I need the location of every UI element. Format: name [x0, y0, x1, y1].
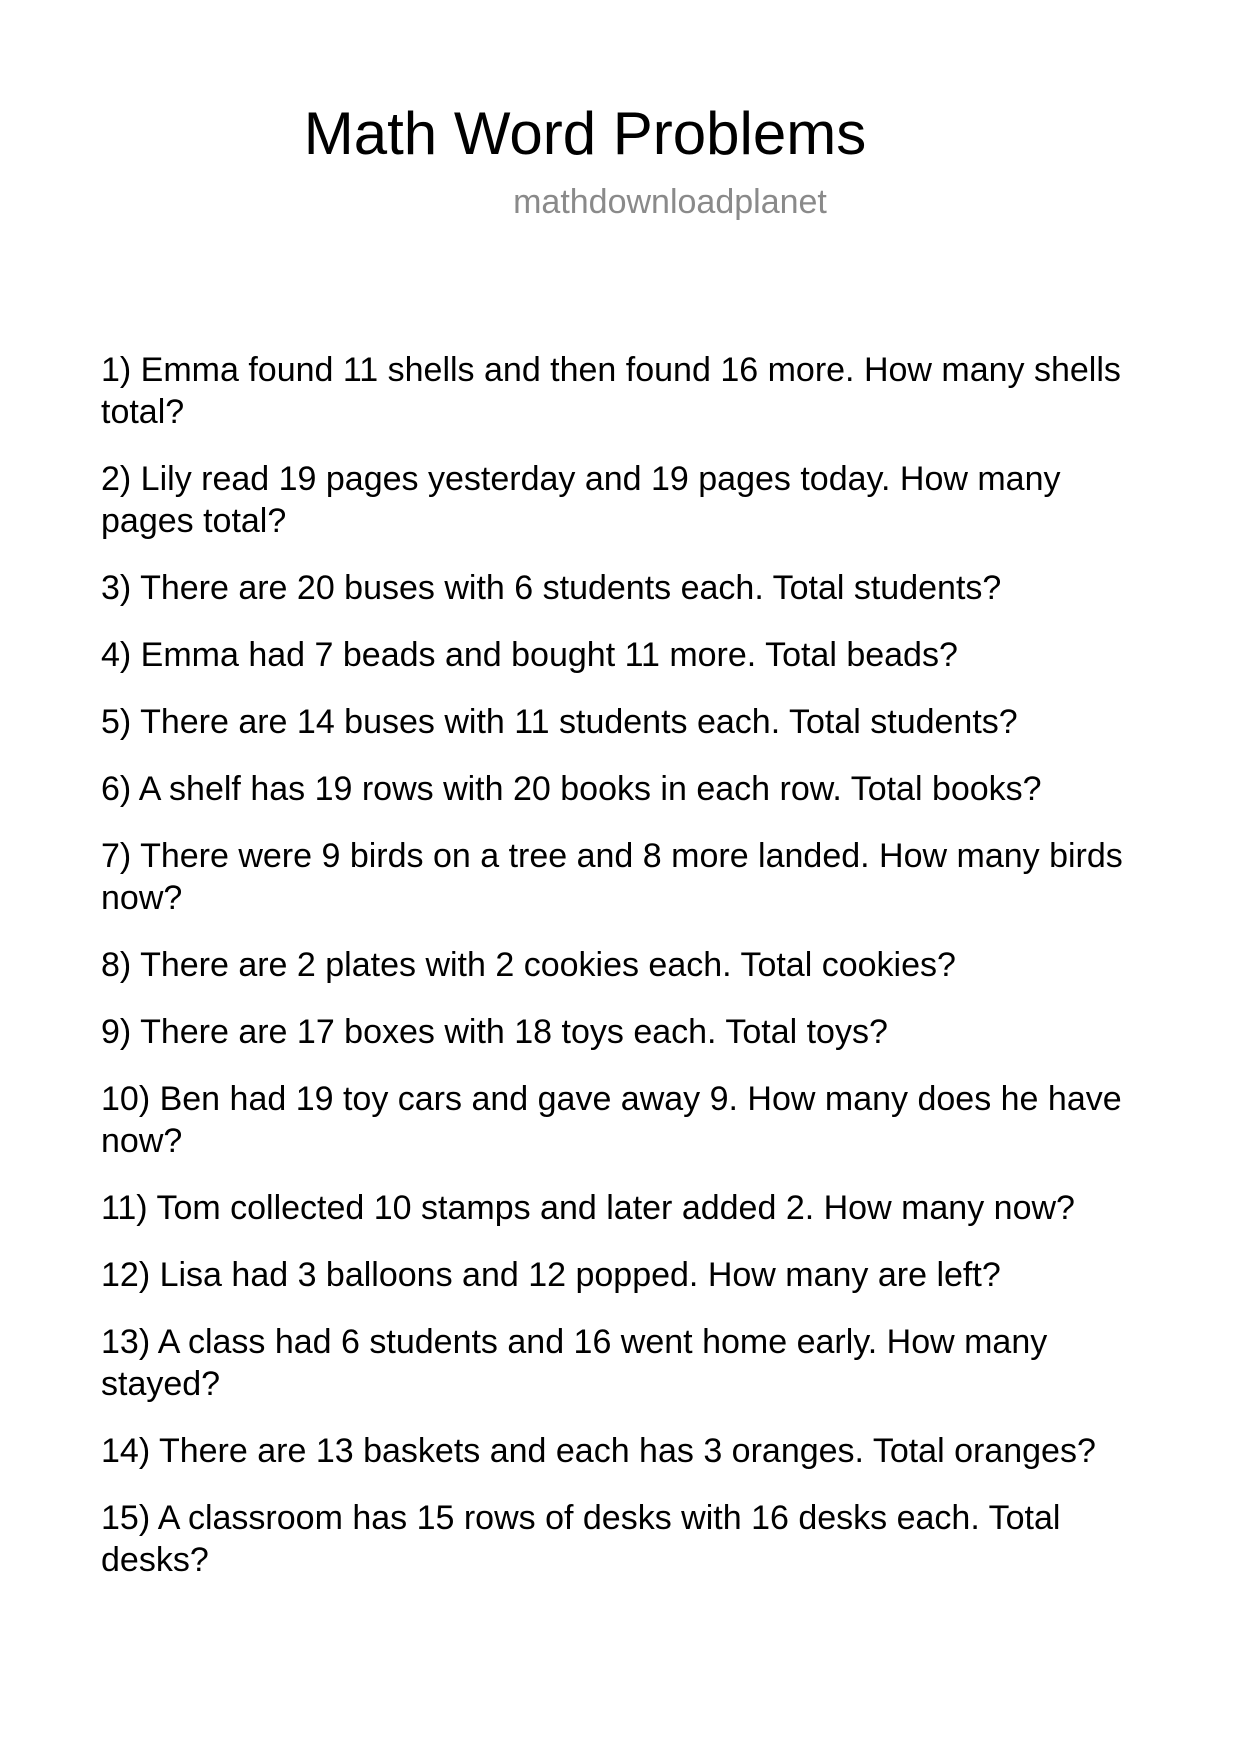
- problem-item-8: 8) There are 2 plates with 2 cookies each. Total cookies?: [101, 946, 956, 984]
- problem-item-3: 3) There are 20 buses with 6 students each. Total students?: [101, 569, 1002, 607]
- source-label: mathdownloadplanet: [513, 183, 827, 221]
- problem-item-6: 6) A shelf has 19 rows with 20 books in each row. Total books?: [101, 770, 1042, 808]
- problem-item-7: 7) There were 9 birds on a tree and 8 more landed. How many birds now?: [101, 837, 1123, 917]
- problem-item-10: 10) Ben had 19 toy cars and gave away 9. How many does he have now?: [101, 1080, 1122, 1160]
- problem-list: [101, 349, 1151, 1606]
- problem-item-9: 9) There are 17 boxes with 18 toys each. Total toys?: [101, 1013, 888, 1051]
- page-title: Math Word Problems: [303, 100, 867, 167]
- problem-item-13: 13) A class had 6 students and 16 went home early. How many stayed?: [101, 1323, 1048, 1403]
- problem-item-2: 2) Lily read 19 pages yesterday and 19 pages today. How many pages total?: [101, 460, 1061, 540]
- problem-item-5: 5) There are 14 buses with 11 students each. Total students?: [101, 703, 1018, 741]
- problem-item-14: 14) There are 13 baskets and each has 3 oranges. Total oranges?: [101, 1432, 1096, 1470]
- problem-item-12: 12) Lisa had 3 balloons and 12 popped. How many are left?: [101, 1256, 1001, 1294]
- problem-item-1: 1) Emma found 11 shells and then found 16 more. How many shells total?: [101, 351, 1121, 431]
- problem-item-15: 15) A classroom has 15 rows of desks with 16 desks each. Total desks?: [101, 1499, 1061, 1579]
- problem-item-11: 11) Tom collected 10 stamps and later added 2. How many now?: [101, 1189, 1075, 1227]
- problem-item-4: 4) Emma had 7 beads and bought 11 more. Total beads?: [101, 636, 958, 674]
